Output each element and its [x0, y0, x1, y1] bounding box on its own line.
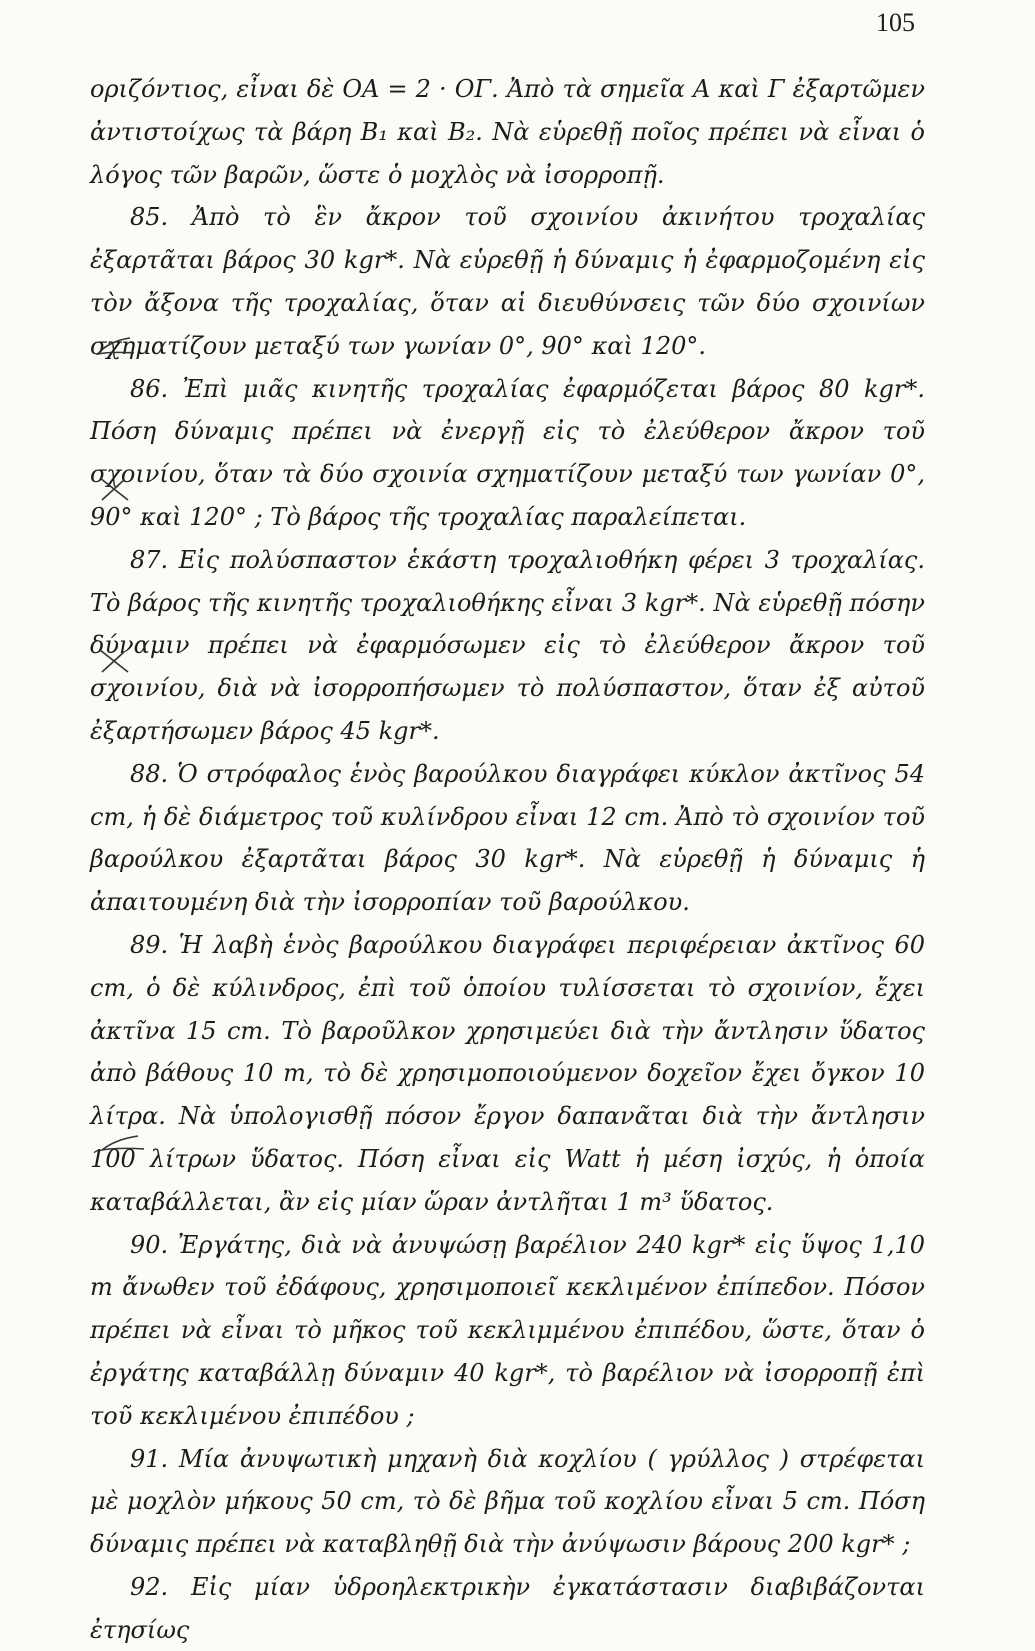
problem-87: 87. Εἰς πολύσπαστον ἑκάστη τροχαλιοθήκη φέρει 3 τροχαλίας. Τὸ βάρος τῆς κινητῆς τροχαλιοθήκης εἶναι 3 kgr*. Νὰ εὑρεθῇ πόσην δύναμιν πρέπει νὰ ἐφαρμόσωμεν εἰς τὸ ἐλεύθερον ἄκρον τοῦ σχοινίου, διὰ νὰ ἰσορροπήσωμεν τὸ πολύσπαστον, ὅταν ἐξ αὐτοῦ ἐξαρτήσωμεν βάρος 45 kgr*.: [90, 545, 925, 745]
problem-90: 90. Ἐργάτης, διὰ νὰ ἀνυψώσῃ βαρέλιον 240 kgr* εἰς ὕψος 1,10 m ἄνωθεν τοῦ ἐδάφους, χρησιμοποιεῖ κεκλιμένον ἐπίπεδον. Πόσον πρέπει νὰ εἶναι τὸ μῆκος τοῦ κεκλιμμένου ἐπιπέδου, ὥστε, ὅταν ὁ ἐργάτης καταβάλλῃ δύναμιν 40 kgr*, τὸ βαρέλιον νὰ ἰσορροπῇ ἐπὶ τοῦ κεκλιμένου ἐπιπέδου ;: [90, 1230, 925, 1430]
problem-89: 89. Ἡ λαβὴ ἑνὸς βαρούλκου διαγράφει περιφέρειαν ἀκτῖνος 60 cm, ὁ δὲ κύλινδρος, ἐπὶ τοῦ ὁποίου τυλίσσεται τὸ σχοινίον, ἔχει ἀκτῖνα 15 cm. Τὸ βαροῦλκον χρησιμεύει διὰ τὴν ἄντλησιν ὕδατος ἀπὸ βάθους 10 m, τὸ δὲ χρησιμοποιούμενον δοχεῖον ἔχει ὄγκον 10 λίτρα. Νὰ ὑπολογισθῇ πόσον ἔργον δαπανᾶται διὰ τὴν ἄντλησιν 100 λίτρων ὕδατος. Πόση εἶναι εἰς Watt ἡ μέση ἰσχύς, ἡ ὁποία καταβάλλεται, ἂν εἰς μίαν ὥραν ἀντλῆται 1 m³ ὕδατος.: [90, 930, 925, 1216]
handwritten-check-mark-86: [94, 332, 150, 362]
problem-88: 88. Ὁ στρόφαλος ἑνὸς βαρούλκου διαγράφει κύκλον ἀκτῖνος 54 cm, ἡ δὲ διάμετρος τοῦ κυλίνδρου εἶναι 12 cm. Ἀπὸ τὸ σχοινίον τοῦ βαρούλκου ἐξαρτᾶται βάρος 30 kgr*. Νὰ εὑρεθῇ ἡ δύναμις ἡ ἀπαιτουμένη διὰ τὴν ἰσορροπίαν τοῦ βαρούλκου.: [90, 759, 925, 917]
handwritten-x-mark-87: [94, 474, 150, 504]
text-body: [90, 68, 925, 1651]
problem-91: 91. Μία ἀνυψωτικὴ μηχανὴ διὰ κοχλίου ( γρύλλος ) στρέφεται μὲ μοχλὸν μήκους 50 cm, τὸ δὲ βῆμα τοῦ κοχλίου εἶναι 5 cm. Πόση δύναμις πρέπει νὰ καταβληθῇ διὰ τὴν ἀνύψωσιν βάρους 200 kgr* ;: [90, 1444, 925, 1559]
handwritten-check-mark-90: [94, 1130, 150, 1160]
handwritten-x-mark-88: [94, 646, 150, 676]
page-number: 105: [876, 8, 915, 37]
problem-92: 92. Εἰς μίαν ὑδροηλεκτρικὴν ἐγκατάστασιν διαβιβάζονται ἐτησίως: [90, 1572, 925, 1644]
paragraph-continuation: οριζόντιος, εἶναι δὲ ΟΑ = 2 · ΟΓ. Ἀπὸ τὰ σημεῖα Α καὶ Γ ἐξαρτῶμεν ἀντιστοίχως τὰ βάρη B₁ καὶ B₂. Νὰ εὑρεθῇ ποῖος πρέπει νὰ εἶναι ὁ λόγος τῶν βαρῶν, ὥστε ὁ μοχλὸς νὰ ἰσορροπῇ.: [90, 75, 925, 189]
problem-85: 85. Ἀπὸ τὸ ἓν ἄκρον τοῦ σχοινίου ἀκινήτου τροχαλίας ἐξαρτᾶται βάρος 30 kgr*. Νὰ εὑρεθῇ ἡ δύναμις ἡ ἐφαρμοζομένη εἰς τὸν ἄξονα τῆς τροχαλίας, ὅταν αἱ διευθύνσεις τῶν δύο σχοινίων σχηματίζουν μεταξύ των γωνίαν 0°, 90° καὶ 120°.: [90, 203, 925, 360]
problem-86: 86. Ἐπὶ μιᾶς κινητῆς τροχαλίας ἐφαρμόζεται βάρος 80 kgr*. Πόση δύναμις πρέπει νὰ ἐνεργῇ εἰς τὸ ἐλεύθερον ἄκρον τοῦ σχοινίου, ὅταν τὰ δύο σχοινία σχηματίζουν μεταξύ των γωνίαν 0°, 90° καὶ 120° ; Τὸ βάρος τῆς τροχαλίας παραλείπεται.: [90, 374, 925, 531]
